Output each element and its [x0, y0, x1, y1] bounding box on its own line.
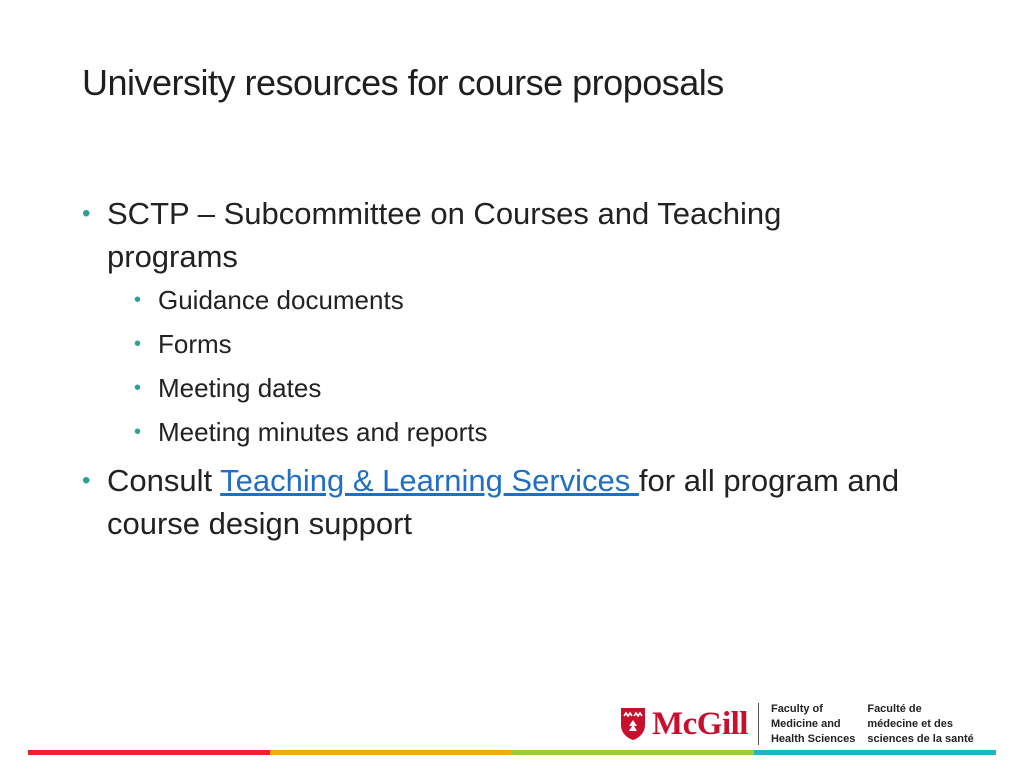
sub-bullet-text: Meeting dates — [158, 373, 322, 403]
logo-divider — [758, 703, 759, 745]
tls-link[interactable]: Teaching & Learning Services — [220, 463, 639, 498]
sub-bullet-text: Guidance documents — [158, 285, 404, 315]
slide-title: University resources for course proposals — [82, 62, 724, 103]
bullet-icon: • — [82, 200, 91, 227]
bullet-list — [82, 192, 902, 545]
sub-bullet-meeting-dates — [134, 366, 902, 410]
sub-bullet-forms — [134, 322, 902, 366]
stripe-segment-teal — [754, 750, 996, 755]
bullet-suffix: for all program and course design support — [107, 463, 900, 541]
bullet-sctp — [82, 192, 902, 278]
sub-bullet-text: Forms — [158, 329, 232, 359]
mcgill-logo — [620, 700, 986, 748]
sub-bullet-guidance — [134, 278, 902, 322]
stripe-segment-orange — [270, 750, 512, 755]
bullet-icon: • — [134, 377, 142, 399]
sub-bullet-text: Meeting minutes and reports — [158, 417, 488, 447]
bullet-text: SCTP – Subcommittee on Courses and Teaching programs — [107, 196, 782, 274]
bullet-prefix: Consult — [107, 463, 221, 498]
bullet-icon: • — [134, 421, 142, 443]
faculty-name-en: Faculty of Medicine and Health Sciences — [770, 702, 856, 745]
mcgill-crest-icon — [620, 707, 646, 741]
footer-color-stripe — [28, 750, 996, 755]
bullet-consult — [82, 459, 902, 545]
mcgill-wordmark: McGill — [652, 705, 748, 742]
stripe-segment-green — [512, 750, 754, 755]
sub-bullet-minutes — [134, 410, 902, 454]
bullet-icon: • — [134, 333, 142, 355]
bullet-icon: • — [82, 467, 91, 494]
sub-bullet-list — [82, 278, 902, 454]
faculty-name-fr: Faculté de médecine et des sciences de la santé — [867, 702, 974, 745]
bullet-icon: • — [134, 289, 142, 311]
stripe-segment-red — [28, 750, 270, 755]
